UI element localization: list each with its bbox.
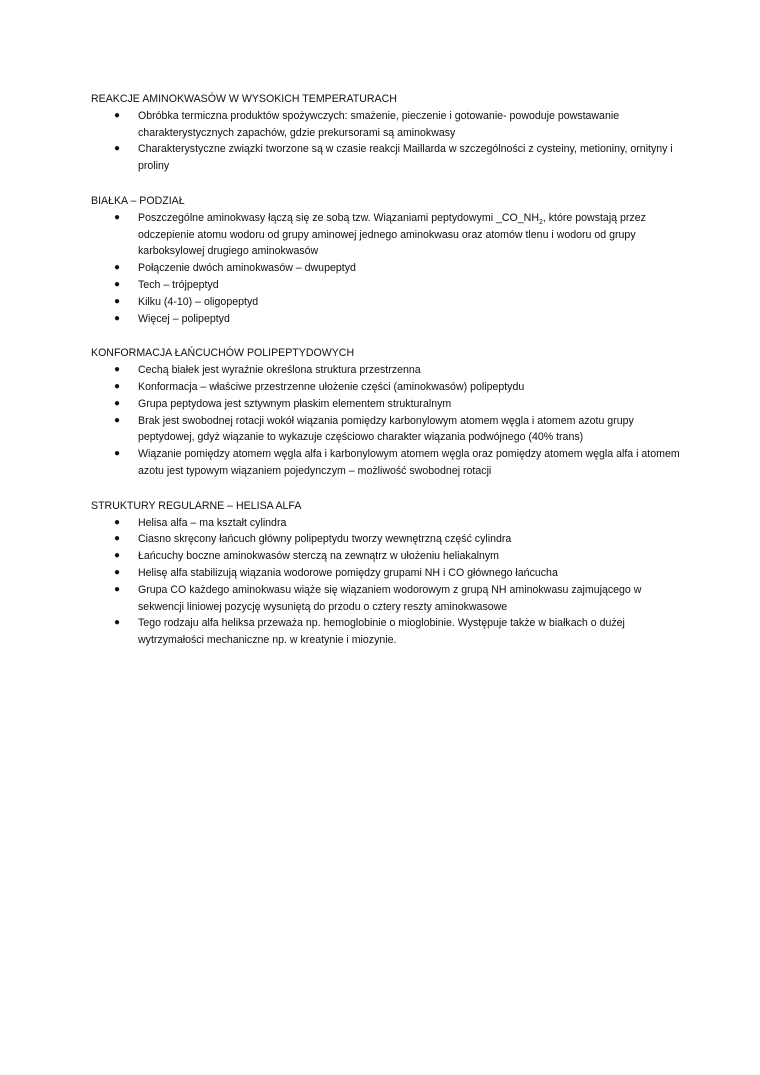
list-item-text: Cechą białek jest wyraźnie określona struktura przestrzenna (138, 364, 421, 377)
bullet-icon: ● (114, 448, 121, 460)
list-item (91, 396, 681, 413)
bullet-icon: ● (114, 278, 121, 290)
section-conformation (91, 345, 681, 479)
subscript: 2 (538, 218, 543, 226)
bullet-icon: ● (114, 516, 121, 528)
list-item (91, 294, 681, 311)
section-protein-division (91, 193, 681, 327)
list-item (91, 615, 681, 649)
bullet-icon: ● (114, 364, 121, 376)
list-item-text: Tego rodzaju alfa heliksa przeważa np. hemoglobinie o mioglobinie. Występuje także w białkach o dużej wytrzymałości mechaniczne np. w kreatynie i miozynie. (138, 617, 625, 647)
list-item (91, 531, 681, 548)
bullet-icon: ● (114, 211, 121, 223)
bullet-icon: ● (114, 550, 121, 562)
bullet-list (91, 362, 681, 480)
section-heading: BIAŁKA – PODZIAŁ (91, 194, 185, 207)
list-item-text: Więcej – polipeptyd (138, 312, 230, 325)
list-item-text: Ciasno skręcony łańcuch główny polipeptydu tworzy wewnętrzną część cylindra (138, 533, 512, 546)
list-item (91, 565, 681, 582)
bullet-icon: ● (114, 143, 121, 155)
bullet-list (91, 515, 681, 649)
section-amino-acid-reactions (91, 91, 681, 175)
list-item (91, 108, 681, 142)
list-item (91, 582, 681, 616)
list-item-text: Brak jest swobodnej rotacji wokół wiązania pomiędzy karbonylowym atomem węgla i atomem azotu grupy peptydowej, gdyż wiązanie to wykazuje częściowo charakter wiązania podwójnego (40% trans) (138, 414, 634, 444)
bullet-icon: ● (114, 262, 121, 274)
list-item-text: Obróbka termiczna produktów spożywczych: smażenie, pieczenie i gotowanie- powoduje powstawanie charakterystycznych zapachów, gdzie prekursorami są aminokwasy (138, 109, 620, 139)
bullet-icon: ● (114, 380, 121, 392)
list-item (91, 515, 681, 532)
section-alpha-helix (91, 498, 681, 649)
list-item (91, 446, 681, 480)
list-item-text: Grupa peptydowa jest sztywnym płaskim elementem strukturalnym (138, 397, 452, 410)
list-item-text: Wiązanie pomiędzy atomem węgla alfa i karbonylowym atomem węgla oraz pomiędzy atomem węgla alfa i atomem azotu jest typowym wiązaniem pojedynczym – możliwość swobodnej rotacji (138, 448, 680, 477)
list-item-text: , które powstają przez odczepienie atomu wodoru od grupy aminowej jednego aminokwasu oraz atomów tlenu i wodoru od grupy karboksylowej drugiego aminokwasów (138, 211, 646, 258)
bullet-icon: ● (114, 533, 121, 545)
bullet-icon: ● (114, 109, 121, 121)
list-item-text: Grupa CO każdego aminokwasu wiąże się wiązaniem wodorowym z grupą NH aminokwasu zajmującego w sekwencji liniowej pozycję wysuniętą do przodu o cztery reszty aminokwasowe (138, 583, 642, 613)
list-item-text: Łańcuchy boczne aminokwasów sterczą na zewnątrz w ułożeniu heliakalnym (138, 550, 499, 563)
list-item-text: Połączenie dwóch aminokwasów – dwupeptyd (138, 262, 356, 275)
bullet-icon: ● (114, 295, 121, 307)
list-item (91, 311, 681, 328)
document-content (91, 91, 681, 667)
bullet-list (91, 108, 681, 175)
section-heading: KONFORMACJA ŁAŃCUCHÓW POLIPEPTYDOWYCH (91, 347, 355, 360)
bullet-icon: ● (114, 583, 121, 595)
bullet-icon: ● (114, 566, 121, 578)
list-item-text: Charakterystyczne związki tworzone są w czasie reakcji Maillarda w szczególności z cysteiny, metioniny, ornityny i proliny (138, 143, 673, 173)
bullet-icon: ● (114, 414, 121, 426)
bullet-icon: ● (114, 312, 121, 324)
list-item (91, 260, 681, 277)
bullet-list (91, 210, 681, 328)
list-item-text: Helisę alfa stabilizują wiązania wodorowe pomiędzy grupami NH i CO głównego łańcucha (138, 566, 558, 579)
list-item-text: Helisa alfa – ma kształt cylindra (138, 516, 287, 529)
list-item-text: Konformacja – właściwe przestrzenne ułożenie części (aminokwasów) polipeptydu (138, 380, 525, 393)
bullet-icon: ● (114, 397, 121, 409)
list-item (91, 379, 681, 396)
bullet-icon: ● (114, 617, 121, 629)
list-item (91, 362, 681, 379)
list-item (91, 277, 681, 294)
list-item (91, 141, 681, 175)
list-item-text: Kilku (4-10) – oligopeptyd (138, 295, 259, 308)
list-item-text: Poszczególne aminokwasy łączą się ze sobą tzw. Wiązaniami peptydowymi _CO_NH (138, 211, 539, 224)
list-item (91, 413, 681, 447)
list-item (91, 210, 681, 260)
section-heading: REAKCJE AMINOKWASÓW W WYSOKICH TEMPERATURACH (91, 93, 397, 105)
list-item (91, 548, 681, 565)
section-heading: STRUKTURY REGULARNE – HELISA ALFA (91, 499, 302, 512)
list-item-text: Tech – trójpeptyd (138, 278, 219, 291)
